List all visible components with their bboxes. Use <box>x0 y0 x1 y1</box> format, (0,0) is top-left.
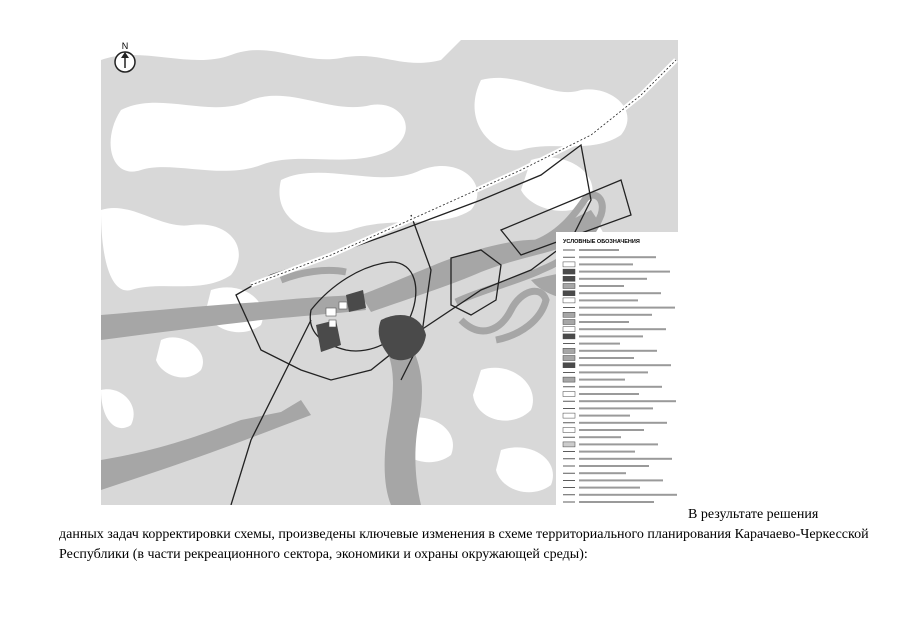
legend-swatch <box>563 377 575 382</box>
legend-row <box>563 494 677 496</box>
legend-title: УСЛОВНЫЕ ОБОЗНАЧЕНИЯ <box>563 239 640 245</box>
legend-swatch <box>563 320 575 325</box>
legend-swatch <box>563 334 575 339</box>
legend-text-placeholder <box>579 494 677 496</box>
legend-text-placeholder <box>579 443 658 445</box>
legend-text-placeholder <box>579 393 639 395</box>
legend-text-placeholder <box>579 263 633 265</box>
legend-swatch <box>563 284 575 289</box>
legend-swatch <box>563 312 575 317</box>
legend-text-placeholder <box>579 479 663 481</box>
legend-text-placeholder <box>579 278 647 280</box>
legend-text-placeholder <box>579 436 621 438</box>
legend-text-placeholder <box>579 458 672 460</box>
legend-swatch <box>563 298 575 303</box>
legend-text-placeholder <box>579 472 626 474</box>
map-drawing <box>101 40 678 505</box>
legend-swatch <box>563 327 575 332</box>
legend-swatch <box>563 428 575 433</box>
legend-text-placeholder <box>579 249 619 251</box>
legend-text-placeholder <box>579 400 676 402</box>
legend-text-placeholder <box>579 451 635 453</box>
legend-row <box>563 307 675 309</box>
legend-text-placeholder <box>579 429 644 431</box>
legend-swatch <box>563 262 575 267</box>
paragraph-first-line: В результате решения <box>688 507 819 522</box>
legend-swatch <box>563 291 575 296</box>
legend-text-placeholder <box>579 292 661 294</box>
legend-text-placeholder <box>579 299 638 301</box>
legend-text-placeholder <box>579 335 643 337</box>
legend-text-placeholder <box>579 407 653 409</box>
legend-swatch <box>563 363 575 368</box>
legend-text-placeholder <box>579 379 625 381</box>
legend-text-placeholder <box>579 271 670 273</box>
legend-text-placeholder <box>579 422 667 424</box>
legend-text-placeholder <box>579 371 648 373</box>
paragraph-body: данных задач корректировки схемы, произведены ключевые изменения в схеме территориального планирования Карачаево-Черкесской Республики (в части рекреационного сектора, экономики и охраны окружающей среды): <box>59 527 869 562</box>
legend-text-placeholder <box>579 465 649 467</box>
legend-swatch <box>563 269 575 274</box>
territorial-planning-map <box>101 40 678 505</box>
map-legend <box>556 232 678 505</box>
legend-swatch <box>563 413 575 418</box>
legend-text-placeholder <box>579 364 671 366</box>
legend-swatch <box>563 348 575 353</box>
legend-text-placeholder <box>579 314 652 316</box>
legend-swatch <box>563 442 575 447</box>
legend-swatch <box>563 392 575 397</box>
legend-swatch <box>563 356 575 361</box>
legend-text-placeholder <box>579 307 675 309</box>
legend-text-placeholder <box>579 350 657 352</box>
legend-text-placeholder <box>579 501 654 503</box>
legend-text-placeholder <box>579 328 666 330</box>
legend-swatch <box>563 276 575 281</box>
legend-text-placeholder <box>579 343 620 345</box>
legend-text-placeholder <box>579 285 624 287</box>
legend-text-placeholder <box>579 321 629 323</box>
legend-text-placeholder <box>579 386 662 388</box>
legend-row <box>563 400 676 402</box>
legend-text-placeholder <box>579 357 634 359</box>
compass-label: N <box>121 41 129 51</box>
legend-text-placeholder <box>579 256 656 258</box>
legend-row <box>563 458 672 460</box>
legend-text-placeholder <box>579 487 640 489</box>
legend-text-placeholder <box>579 415 630 417</box>
